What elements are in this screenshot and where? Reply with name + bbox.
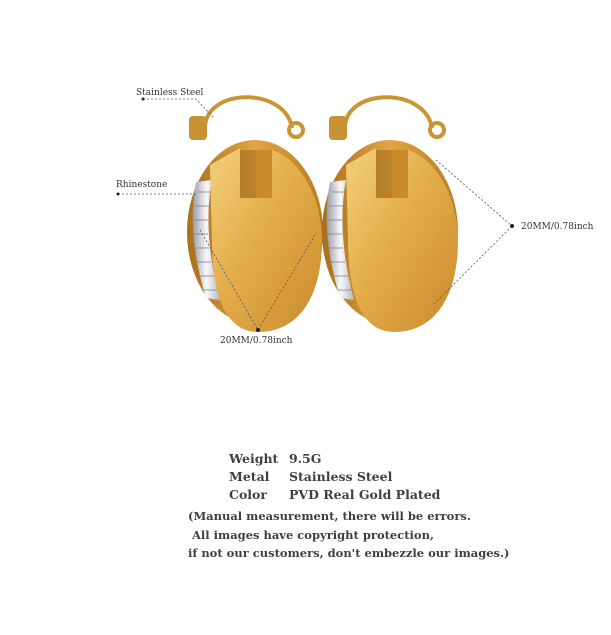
right-earring xyxy=(322,97,458,332)
disclaimer-line: (Manual measurement, there will be errors. xyxy=(188,509,471,523)
spec-table xyxy=(229,450,440,504)
spec-value: Stainless Steel xyxy=(289,469,393,484)
spec-row-color xyxy=(229,486,440,504)
material-callout: Stainless Steel xyxy=(136,88,204,98)
left-earring xyxy=(187,97,323,332)
spec-row-weight xyxy=(229,450,440,468)
disclaimer xyxy=(188,507,509,563)
spec-label: Metal xyxy=(229,469,270,484)
spec-value: 9.5G xyxy=(289,451,322,466)
stone-callout: Rhinestone xyxy=(116,180,168,190)
disclaimer-line: All images have copyright protection, xyxy=(188,527,434,542)
disclaimer-line: if not our customers, don't embezzle our images.) xyxy=(188,546,510,560)
spec-label: Color xyxy=(229,487,267,502)
spec-label: Weight xyxy=(229,451,279,466)
material-leader xyxy=(143,99,214,118)
spec-row-metal xyxy=(229,468,440,486)
spec-value: PVD Real Gold Plated xyxy=(289,487,441,502)
height-callout: 20MM/0.78inch xyxy=(220,336,293,346)
width-callout: 20MM/0.78inch xyxy=(521,222,594,232)
